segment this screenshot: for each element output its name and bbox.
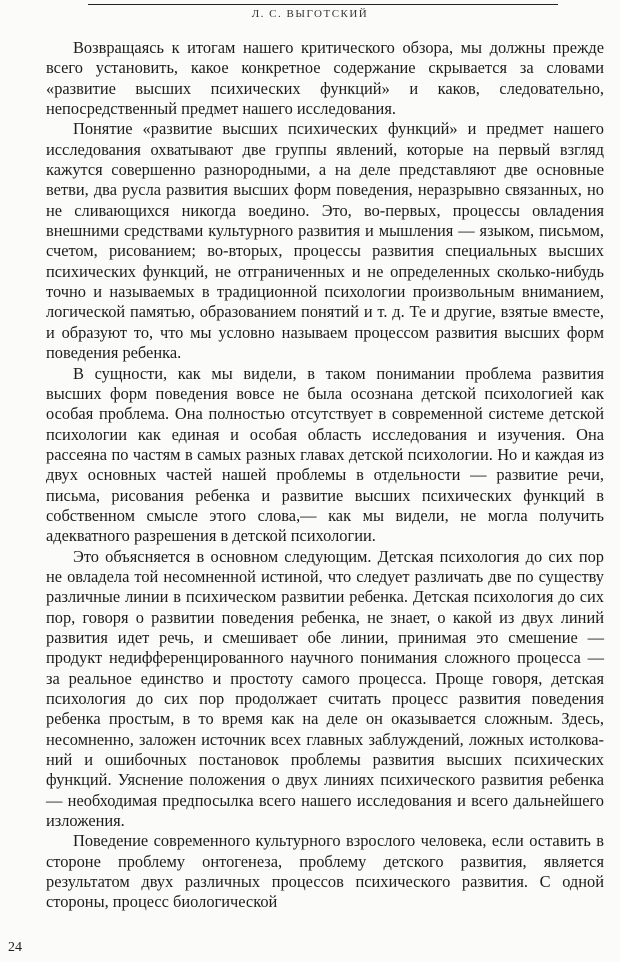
- paragraph-3: В сущности, как мы видели, в таком понимании проблема развития высших форм поведения вовсе не была осознана детской психологией как особая проблема. Она полностью отсутствует в современной системе детской психологии как единая и особая область исследования и изучения. Она рассеяна по частям в самых разных главах детской психологии. Но и каждая из двух основных частей нашей проблемы в отдельности — развитие речи, письма, рисования ребенка и развитие высших психических функций в собственном смысле этого слова,— как мы видели, не могла получить адекватного разрешения в детской психологии.: [46, 363, 604, 546]
- page-number: 24: [8, 940, 22, 955]
- body-text: [46, 38, 604, 913]
- paragraph-4: Это объясняется в основном следующим. Детская психология до сих пор не овладела той несомненной истиной, что следует различать две по существу различные линии в психическом развитии ребенка. Детская психология до сих пор, говоря о развитии поведения ребенка, не знает, о какой из двух линий развития идет речь, и смешивает обе линии, принимая это смешение — продукт недифференцированного научного понимания сложного процесса — за реальное единство и простоту самого процесса. Проще говоря, детская психология до сих пор продолжает считать процесс развития поведения ребенка простым, в то время как на деле он оказывается сложным. Здесь, несомненно, заложен источник всех главных заблуждений, ложных истолкований и ошибочных постановок проблемы развития высших психических функций. Уяснение положения о двух линиях психического развития ребенка — необходимая предпосылка всего нашего исследования и всего дальнейшего изложения.: [46, 546, 604, 831]
- header-rule: [88, 4, 558, 5]
- paragraph-5: Поведение современного культурного взрослого человека, если оставить в стороне проблему онтогенеза, проблему детского развития, является результатом двух различных процессов психического развития. С одной стороны, процесс биологической: [46, 831, 604, 912]
- paragraph-2: Понятие «развитие высших психических функций» и предмет нашего исследования охватывают две группы явлений, которые на первый взгляд кажутся совершенно разнородными, а на деле представляют две основные ветви, два русла развития высших форм поведения, неразрывно связанных, но не сливающихся никогда воедино. Это, во-первых, процессы овладения внешними средствами культурного развития и мышления — языком, письмом, счетом, рисованием; во-вторых, процессы развития специальных высших психических функций, не отграниченных и не определенных сколько-нибудь точно и называемых в традиционной психологии произвольным вниманием, логической памятью, образованием понятий и т. д. Те и другие, взятые вместе, и образуют то, что мы условно называем процессом развития высших форм поведения ребенка.: [46, 119, 604, 363]
- running-head: Л. С. ВЫГОТСКИЙ: [251, 8, 369, 20]
- paragraph-1: Возвращаясь к итогам нашего критического обзора, мы должны прежде всего установить, какое конкретное содержание скрывается за словами «развитие высших психических функций» и каков, следовательно, непосредственный предмет нашего исследования.: [46, 38, 604, 119]
